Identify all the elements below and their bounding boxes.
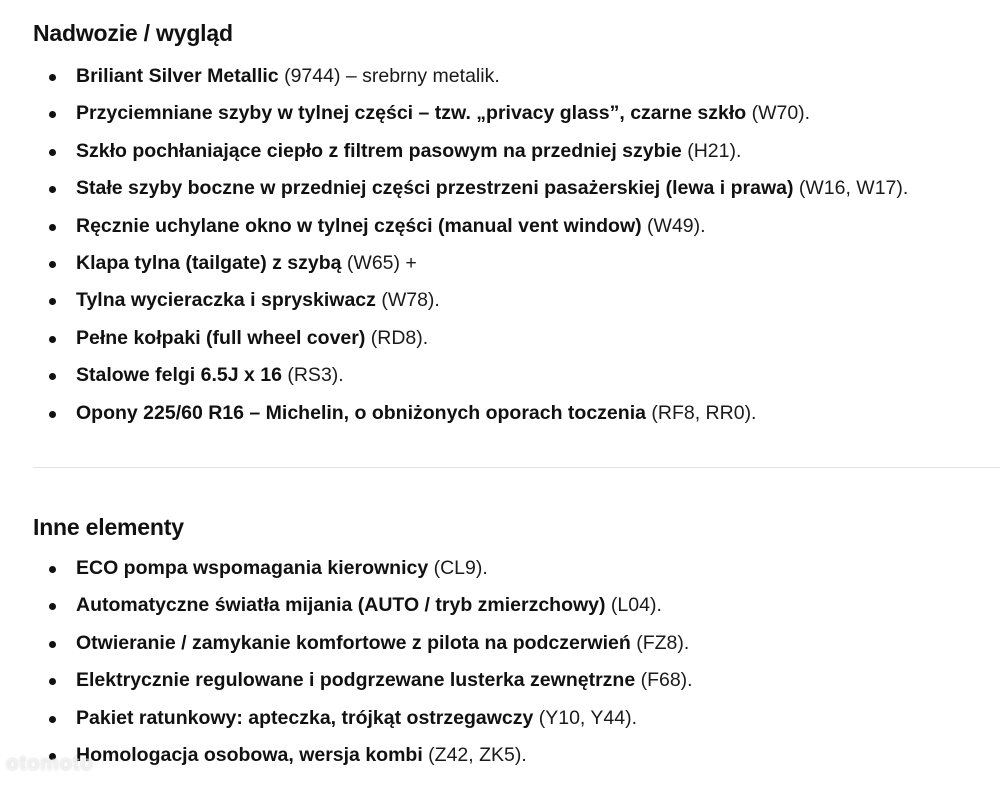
list-item: Tylna wycieraczka i spryskiwacz (W78). [0, 284, 1000, 321]
bullet-icon [49, 111, 56, 118]
list-item: ECO pompa wspomagania kierownicy (CL9). [0, 552, 1000, 589]
bullet-icon [49, 74, 56, 81]
bullet-icon [49, 603, 56, 610]
feature-list [0, 552, 1000, 776]
list-item: Opony 225/60 R16 – Michelin, o obniżonych oporach toczenia (RF8, RR0). [0, 397, 1000, 434]
watermark-logo: otomoto [6, 752, 94, 775]
bullet-icon [49, 566, 56, 573]
list-item: Otwieranie / zamykanie komfortowe z pilota na podczerwień (FZ8). [0, 627, 1000, 664]
list-item: Homologacja osobowa, wersja kombi (Z42, ZK5). [0, 739, 1000, 776]
list-item: Automatyczne światła mijania (AUTO / tryb zmierzchowy) (L04). [0, 589, 1000, 626]
list-item: Briliant Silver Metallic (9744) – srebrny metalik. [0, 60, 1000, 97]
section-divider [33, 467, 1000, 468]
bullet-icon [49, 641, 56, 648]
bullet-icon [49, 336, 56, 343]
bullet-icon [49, 716, 56, 723]
list-item: Pełne kołpaki (full wheel cover) (RD8). [0, 322, 1000, 359]
list-item: Elektrycznie regulowane i podgrzewane lusterka zewnętrzne (F68). [0, 664, 1000, 701]
list-item: Ręcznie uchylane okno w tylnej części (manual vent window) (W49). [0, 210, 1000, 247]
feature-list [0, 60, 1000, 434]
list-item: Stałe szyby boczne w przedniej części przestrzeni pasażerskiej (lewa i prawa) (W16, W17). [0, 172, 1000, 209]
bullet-icon [49, 261, 56, 268]
section-title: Inne elementy [33, 514, 184, 540]
list-item: Przyciemniane szyby w tylnej części – tzw. „privacy glass”, czarne szkło (W70). [0, 97, 1000, 134]
list-item: Klapa tylna (tailgate) z szybą (W65) + [0, 247, 1000, 284]
bullet-icon [49, 224, 56, 231]
bullet-icon [49, 149, 56, 156]
list-item: Stalowe felgi 6.5J x 16 (RS3). [0, 359, 1000, 396]
bullet-icon [49, 373, 56, 380]
list-item: Szkło pochłaniające ciepło z filtrem pasowym na przedniej szybie (H21). [0, 135, 1000, 172]
list-item: Pakiet ratunkowy: apteczka, trójkąt ostrzegawczy (Y10, Y44). [0, 702, 1000, 739]
bullet-icon [49, 186, 56, 193]
bullet-icon [49, 678, 56, 685]
bullet-icon [49, 411, 56, 418]
section-title: Nadwozie / wygląd [33, 20, 233, 46]
bullet-icon [49, 298, 56, 305]
